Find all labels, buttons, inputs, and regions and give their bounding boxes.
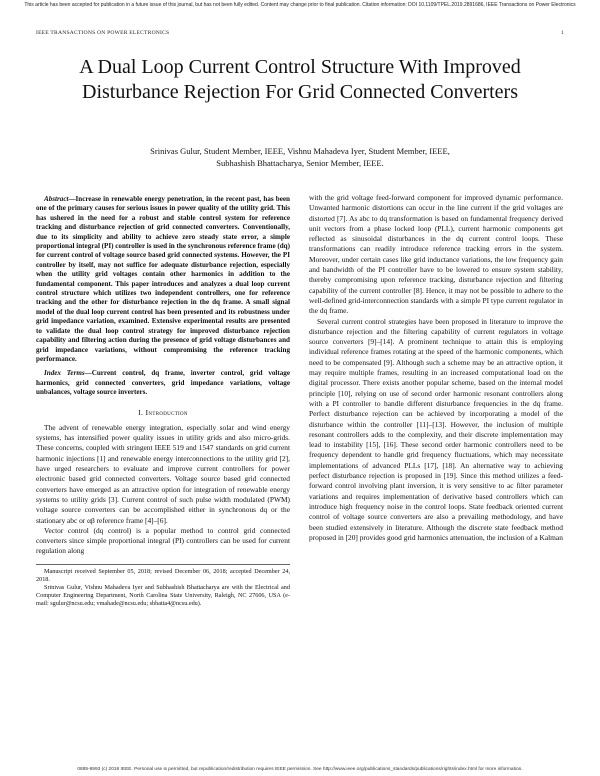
left-column <box>36 195 290 608</box>
paper-title: A Dual Loop Current Control Structure With Improved Disturbance Rejection For Grid Connected Converters <box>79 56 521 103</box>
abstract-text: —Increase in renewable energy penetration, in the recent past, has been one of the primary causes for serious issues in power quality of the utility grid. This has ushered in the need for a robust and stable control system for reference tracking and disturbance rejection of grid connected converters. Conventionally, due to its simplicity and ability to achieve zero steady state error, a simple proportional integral (PI) controller is used in the synchronous reference frame (dq) for current control of voltage source based grid connected systems. However, the PI controller by itself, may not suffice for adequate disturbance rejection, especially when the utility grid voltages contain other harmonics in addition to the fundamental component. This paper introduces and analyzes a dual loop current control structure which utilizes two independent controllers, one for reference tracking and the other for disturbance rejection in the dq frame. A small signal model of the dual loop current control has been presented and its robustness under grid impedance variation, examined. Extensive experimental results are presented to validate the dual loop control strategy for improved disturbance rejection capability and filtering action during the presence of grid voltage disturbances and grid impedance variations, without compromising the reference tracking performance. <box>36 195 290 363</box>
index-terms <box>36 369 290 397</box>
journal-name: IEEE TRANSACTIONS ON POWER ELECTRONICS <box>36 30 170 36</box>
page-number: 1 <box>561 30 564 36</box>
footnote-affiliation: Srinivas Gulur, Vishnu Mahadeva Iyer and Subhashish Bhattacharya are with the Electrical and Computer Engineering Department, North Carolina State University, Raleigh, NC 27606, USA (e-mail: sgulur@ncsu.edu; vmahade@ncsu.edu; sbhatta4@ncsu.edu). <box>36 583 290 607</box>
abstract-lead: Abstract <box>44 195 69 203</box>
copyright-footer: 0885-8993 (c) 2018 IEEE. Personal use is permitted, but republication/redistribution requires IEEE permission. See http://www.ieee.org/publications_standards/publications/rights/index.html for more information. <box>77 767 523 772</box>
footnote <box>36 564 290 608</box>
section-heading-introduction: I. Introduction <box>138 407 188 417</box>
right-column <box>309 193 563 543</box>
intro-paragraph-2: Vector control (dq control) is a popular method to control grid connected converters since simple proportional integral (PI) controllers can be used for current regulation along <box>36 525 290 556</box>
running-header <box>36 30 564 36</box>
author-list <box>40 145 560 169</box>
index-terms-text: —Current control, dq frame, inverter control, grid voltage harmonics, grid connected converters, grid impedance variations, voltage unbalances, voltage source inverters. <box>36 369 290 397</box>
footnote-received: Manuscript received September 05, 2018; revised December 06, 2018; accepted December 24, 2018. <box>36 567 290 583</box>
index-terms-lead: Index Terms <box>44 369 85 378</box>
author-line-2: Subhashish Bhattacharya, Senior Member, IEEE. <box>216 158 384 168</box>
right-paragraph-1: with the grid voltage feed-forward component for improved dynamic performance. Unwanted harmonic distortions can occur in the line current if the grid voltages are distorted [7]. As abc to dq transformation is based on fundamental frequency derived unit vectors from a phase locked loop (PLL), current harmonic components get reflected as sinusoidal disturbances in the dq current control loops. These transformations can readily introduce reference tracking errors in the system. Moreover, under certain cases like grid inductance variations, the low frequency gain and bandwidth of the PI controller have to be lowered to ensure system stability, thereby compromising upon reference tracking, disturbance rejection and filtering capability of the current controller [8]. Hence, it may not be possible to adhere to the well-defined grid-interconnection standards with a simple PI type current regulator in the dq frame. <box>309 193 563 316</box>
intro-paragraph-1: The advent of renewable energy integration, especially solar and wind energy systems, has intensified power quality issues in utility grids and also micro-grids. These concerns, coupled with stringent IEEE 519 and 1547 standards on grid current harmonic injections [1] and renewable energy interconnections to the utility grid [2], have urged researchers to evaluate and improve current controllers for power electronic based grid connected converters. Voltage source based grid connected converters have emerged as an attractive option for integration of renewable energy systems to utility grids [3]. Current control of such pulse width modulated (PWM) voltage source converters can be accomplished either in synchronous dq or the stationary abc or αβ reference frame [4]–[6]. <box>36 422 290 525</box>
author-line-1: Srinivas Gulur, Student Member, IEEE, Vishnu Mahadeva Iyer, Student Member, IEEE, <box>150 146 450 156</box>
publication-notice: This article has been accepted for publication in a future issue of this journal, but has not been fully edited. Content may change prior to final publication. Citation information: DOI 10.1109/TPEL.2019.2891686, IEEE Transactions on Power Electronics <box>24 2 576 8</box>
right-paragraph-2: Several current control strategies have been proposed in literature to improve the disturbance rejection and the filtering capability of current regulators in voltage source converters [9]–[14]. A prominent technique to attain this is employing individual reference frames rotating at the speed of the harmonic components, which need to be compensated [9]. Although such a scheme may be an attractive option, it may require multiple frames, resulting in an increased computational load on the digital processor. There exists another popular scheme, based on the internal model principle [10], relying on use of second order harmonic resonant controllers along with a PI controller to handle different disturbance frequencies in the dq frame. Perfect disturbance rejection can be achieved by incorporating a model of the disturbance within the controller [11]–[13]. However, the inclusion of multiple resonant controllers adds to the complexity, and their discrete implementation may lead to instability [15], [16]. These second order harmonic controllers need to be frequency dependent to handle grid frequency fluctuations, which may necessitate implementations of advanced PLLs [17], [18]. An alternative way to achieving perfect disturbance rejection is proposed in [19]. Since this method utilizes a feed-forward control involving plant inversion, it is very sensitive to ac filter parameter variations and requires implementation of derivative based controllers which can introduce high frequency noise in the control loops. State feedback oriented current control of voltage source converters are also a prevailing methodology, and have been studied extensively in literature. Although the discrete state feedback method proposed in [20] provides good grid harmonics attenuation, the inclusion of a Kalman <box>309 316 563 542</box>
abstract <box>36 195 290 364</box>
